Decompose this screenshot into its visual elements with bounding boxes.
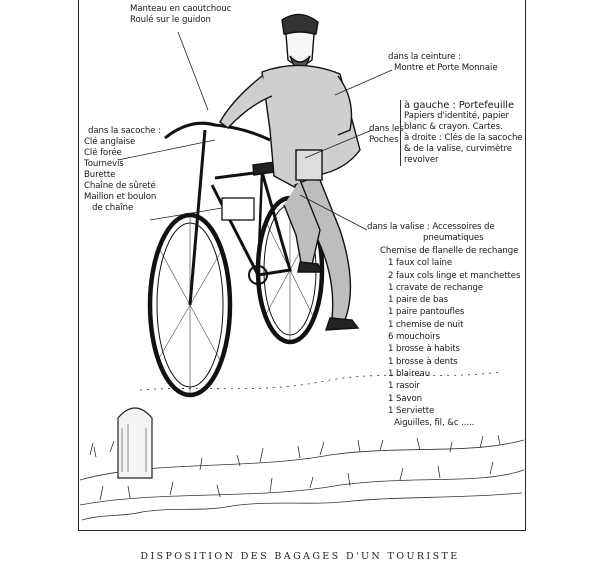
valise-item: 1 blaireau [388, 368, 431, 379]
ceinture-label [388, 52, 498, 74]
poches-title [369, 124, 404, 146]
poches-line-3: blanc & crayon. Cartes. [404, 122, 503, 132]
valise-item: 2 faux cols linge et manchettes [388, 270, 521, 281]
valise-item: 1 paire de bas [388, 295, 448, 306]
sacoche-item: Tournevis [84, 159, 124, 169]
valise-item: 1 paire pantoufles [388, 307, 465, 318]
valise-item: 1 Serviette [388, 405, 435, 416]
poches-line-6: revolver [404, 155, 439, 165]
sacoche-item: de chaîne [92, 203, 134, 213]
sacoche-item: Burette [84, 170, 116, 180]
valise-item: Chemise de flanelle de rechange [380, 246, 519, 256]
valise-list [380, 246, 520, 430]
sacoche-bag [222, 198, 254, 220]
poches-title-line-2: Poches [369, 135, 399, 145]
sacoche-label [84, 126, 161, 214]
sacoche-item: Chaîne de sûreté [84, 181, 156, 191]
sacoche-item: Maillon et boulon [84, 192, 157, 202]
milestone [118, 408, 152, 478]
sacoche-title: dans la sacoche : [88, 126, 161, 136]
valise-title-line-2: pneumatiques [423, 233, 484, 243]
valise-item: 1 cravate de rechange [388, 282, 484, 293]
poches-title-line-1: dans les [369, 124, 404, 134]
valise-item: Aiguilles, fil, &c ..... [394, 418, 475, 429]
manteau-line-1: Manteau en caoutchouc [130, 4, 232, 14]
ceinture-line-2: Montre et Porte Monnaie [394, 63, 498, 73]
poches-line-1: à gauche : Portefeuille [404, 100, 515, 111]
valise-title-line-1: dans la valise : Accessoires de [367, 222, 495, 232]
valise-title [367, 222, 495, 244]
poches-line-5: & de la valise, curvimètre [404, 144, 512, 154]
manteau-line-2: Roulé sur le guidon [130, 15, 211, 25]
sacoche-item: Clé forée [84, 148, 122, 158]
valise-item: 1 faux col laine [388, 258, 453, 269]
valise-item: 1 brosse à habits [388, 344, 460, 355]
valise-item: 1 Savon [388, 393, 423, 404]
sacoche-item: Clé anglaise [84, 137, 136, 147]
ceinture-line-1: dans la ceinture : [388, 52, 461, 62]
valise-item: 1 rasoir [388, 381, 420, 392]
valise-item: 1 chemise de nuit [388, 319, 464, 330]
poches-line-4: à droite : Clés de la sacoche [404, 133, 523, 143]
manteau-label [130, 4, 231, 26]
poches-contents [400, 100, 523, 166]
valise-item: 1 brosse à dents [388, 356, 458, 367]
poches-line-2: Papiers d'identité, papier [404, 111, 509, 121]
figure-caption: DISPOSITION DES BAGAGES D'UN TOURISTE [140, 551, 460, 562]
valise-item: 6 mouchoirs [388, 332, 441, 343]
